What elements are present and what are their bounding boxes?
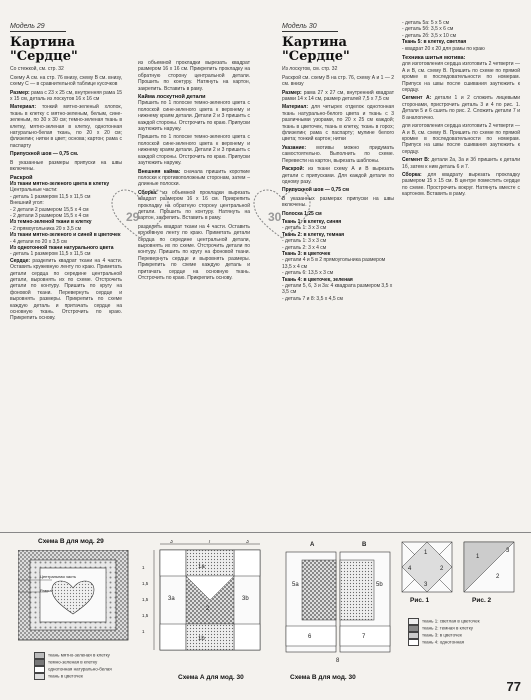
model30-diag-text: Полоска 1,25 см xyxy=(282,210,322,217)
a30-label-3b: 3b xyxy=(242,596,249,602)
model29-fabric3: Из ткани мятно-зеленого и синей в цветочек xyxy=(10,232,121,239)
model29-outer-heading: Внешняя кайма: xyxy=(138,168,181,175)
model30-technique-heading: Техника шитья мотива: xyxy=(402,55,466,62)
model29-title: Картина "Сердце" xyxy=(10,35,78,65)
model29-border-heading: Кайма лоскутной детали xyxy=(138,94,206,101)
dim-left-0: 1 xyxy=(142,565,145,570)
fig2-caption: Рис. 2 xyxy=(472,597,492,604)
legend-30-swatch-0 xyxy=(408,618,419,625)
model29-assembly-label: Сердце: xyxy=(10,257,31,264)
model29-size-text: рама с 23 х 25 см, внутренняя рама 15 х 15 см, деталь из лоскутов 16 х 16 см xyxy=(10,89,123,103)
model30-t2-item-0: - деталь 1: 3 х 3 см xyxy=(282,238,327,245)
schema-a30-caption: Схема А для мод. 30 xyxy=(178,674,244,681)
fig1-caption: Рис. 1 xyxy=(410,597,430,604)
dim-left-1: 1,5 xyxy=(142,581,149,586)
schema-b30-caption: Схема В для мод. 30 xyxy=(290,674,356,681)
model29-seam-note: В указанные размеры припуски на швы включены. xyxy=(10,159,122,173)
model30-label: Модель 30 xyxy=(282,24,338,32)
model29-col2-lead: из объемной прокладки вырезать квадрат размером 16 х 16 см. Прикрепить прокладку на обратную сторону центральной детали. Прошить по контуру. Натянуть на картон, закрепить. Вставить в раму. xyxy=(138,60,250,92)
model29-assembly-heading: Сборка: xyxy=(138,189,158,196)
model30-segB-text: детали 2а, 3а и 3б пришить к детали 1б, затем к ним деталь 6 и 7. xyxy=(402,157,521,170)
fig2-label-1: 1 xyxy=(476,554,480,560)
model29-column1 xyxy=(10,24,122,324)
model30-c2-item-2: - деталь 2б: 3,5 х 10 см xyxy=(402,32,457,39)
fig1-label-2: 2 xyxy=(440,566,444,572)
model30-title: Картина "Сердце" xyxy=(282,35,350,65)
model30-technique-text: для изготовления сердца изготовить 2 четверти — A и B, см. схему В. Пришить по схеме по прямой кромке в последовательности по номерам. Припуск на швы после сшивания заутюжить к сердцу. xyxy=(402,61,520,94)
model29-border-text: Пришить по 1 полоске темно-зеленого цвета с полоской сине-зеленого цвета к верхнему и нижнему краям детали. Детали 2 и 3 пришить с каждой стороны. Отстрочить по краю. Припуски заутюжить наружу. xyxy=(138,100,250,133)
model30-materials-label: Материал: xyxy=(282,104,308,111)
b30-label-6: 6 xyxy=(308,634,312,640)
legend-29-swatch-2 xyxy=(34,666,45,673)
dim-left-3: 1,5 xyxy=(142,613,149,618)
b30-label-7: 7 xyxy=(362,634,366,640)
model29-assembly-text: разделить квадрат ткани на 4 части. Оставить кружевную ленту по краю. Приметать детали сердца по середине центральной детали, выровнять их по схеме. Отстрочить детали по контуру. Пришить по кругу на фоновой ткани. Перевернуть сердце и выровнять размеры. Прикрепить по схеме каждую деталь и притачать сердце на основную ткань. Отстрочить по краю. Прикрепить основу. xyxy=(10,257,122,322)
model29-fabric1-item-4: - 2 детали 3 размером 15,5 х 4 см xyxy=(10,212,89,219)
model29-cutting-label: Раскрой xyxy=(10,174,33,181)
legend-29-item-2 xyxy=(34,666,112,673)
legend-30-item-3 xyxy=(408,639,480,646)
dim-left-2: 1,5 xyxy=(142,597,149,602)
legend-30-text-0: ткань 1: светлая в цветочек xyxy=(422,618,480,624)
legend-30-text-1: ткань 2: темная в клетку xyxy=(422,625,473,631)
legend-29-swatch-3 xyxy=(34,673,45,680)
model30-t3: Ткань 3: в цветочек xyxy=(282,250,331,257)
legend-30-item-1 xyxy=(408,625,480,632)
model29-fabric4: Из однотонной ткани натурального цвета xyxy=(10,244,114,251)
legend-29-text-2: однотонная натурально-белая xyxy=(48,666,112,672)
model30-assembly-heading: Сборка: xyxy=(402,171,422,178)
model30-cutting-label: Раскрой: xyxy=(282,166,305,173)
fig1-label-1: 1 xyxy=(424,550,428,556)
fig1-diagram xyxy=(400,540,454,594)
legend-29-item-1 xyxy=(34,659,112,666)
b30-label-B: B xyxy=(362,542,367,548)
model29-outer-text: сначала пришить короткие полоски к противоположным сторонам, затем – длинные полоски. xyxy=(138,168,251,188)
model30-intro2: Раскрой см. схему В на стр. 76, схему А и 1 — 2 см. внизу xyxy=(282,74,394,88)
model30-intro: Из лоскутов, см. стр. 32 xyxy=(282,66,338,73)
legend-29-text-1: темно-зеленая в клетку xyxy=(48,659,98,665)
model29-assembly3-text: разделить квадрат ткани на 4 части. Оставить кружевную ленту по краю. Приметать детали сердца по середине центральной детали, выровнять их по схеме. Отстрочить детали по контуру. Пришить по кругу на фоновой ткани. Перевернуть сердце и выровнять размеры. Прикрепить по схеме каждую деталь и притачать сердце на основную ткань. Отстрочить по краю. Прикрепить основу. xyxy=(138,223,250,281)
model30-t4-item-1: - деталь 7 и 8: 3,5 х 4,5 см xyxy=(282,295,343,302)
model29-fabric2: Из темно-зеленой ткани в клетку xyxy=(10,219,92,226)
schema-b29-diagram xyxy=(18,550,138,646)
fig2-label-3: 3 xyxy=(506,548,510,554)
model30-c2-item-1: - деталь 5б: 3,5 х 6 см xyxy=(402,26,454,33)
dim-top-1: 7 xyxy=(208,540,211,545)
model29-fabric1-item-1: - деталь 1 размером 11,5 х 11,5 см xyxy=(10,193,91,200)
model30-seam-note: В указанных размерах припуски на швы включены. xyxy=(282,195,394,209)
schema-b29-caption: Схема В для мод. 29 xyxy=(38,538,104,545)
schema-a30-diagram xyxy=(150,540,268,670)
legend-30 xyxy=(408,618,480,646)
model30-column1 xyxy=(282,24,394,302)
model29-fabric1-item-3: - 2 детали 2 размером 15,5 х 4 см xyxy=(10,206,89,213)
legend-30-swatch-3 xyxy=(408,639,419,646)
legend-30-text-3: ткань 4: однотонная xyxy=(422,639,465,645)
legend-29 xyxy=(34,652,112,680)
model30-column2 xyxy=(402,20,520,200)
model30-segA-text2: для изготовления сердца изготовить 2 четверти — A и B, см. схему В. Пришить по схеме по прямой кромке в последовательности по номерам. Припуск на швы после сшивания заутюжить к сердцу. xyxy=(402,123,520,155)
b30-label-5b: 5b xyxy=(376,582,383,588)
diagram-divider xyxy=(0,532,531,533)
model30-segA-heading: Сегмент A: xyxy=(402,95,432,102)
model30-cutting-text: из ткани схему А и В вырезать детали с припусками. Для каждой детали по одному разу. xyxy=(282,166,394,185)
schema-b30-diagram xyxy=(280,540,395,668)
fig1-label-4: 4 xyxy=(408,566,412,572)
model30-segA-text: детали 1 и 2 сложить лицевыми сторонами, пристрочить деталь 3 и 4 по рис. 1. Детали 5 и 6 сшить по рис. 2. Сложить детали 7 и 8 аналогично. xyxy=(402,95,521,121)
model29-assembly2-text: из объемной прокладки вырезать квадрат размером 16 х 16 см. Прикрепить прокладку на обратную сторону центральной детали. Прошить по контуру. Натянуть на картон, закрепить. Вставить в раму. xyxy=(138,189,250,222)
fig2-label-2: 2 xyxy=(496,574,500,580)
model30-t3-item-1: - деталь 6: 13,5 х 3 см xyxy=(282,270,334,277)
dim-top-0: 3 xyxy=(170,540,173,545)
legend-29-text-3: ткань в цветочек xyxy=(48,673,83,679)
model30-t4: Ткань 4: в цветочек, зеленая xyxy=(282,276,353,283)
legend-29-swatch-1 xyxy=(34,659,45,666)
model29-fabric1: Из ткани мятно-зеленого цвета в клетку xyxy=(10,180,110,187)
legend-30-text-2: ткань 3: в цветочек xyxy=(422,632,462,638)
a30-label-1b: 1b xyxy=(198,636,205,642)
model30-size-label: Размер: xyxy=(282,89,302,96)
legend-29-item-3 xyxy=(34,673,112,680)
b30-label-5a: 5a xyxy=(292,582,299,588)
dim-left-4: 1 xyxy=(142,629,145,634)
legend-29-item-0 xyxy=(34,652,112,659)
model29-fabric2-item-0: - 2 прямоугольника 20 х 3,5 см xyxy=(10,225,82,232)
model30-c2-item-3: Ткань 5: в клетку, светлая xyxy=(402,39,467,46)
legend-30-swatch-1 xyxy=(408,625,419,632)
legend-30-item-0 xyxy=(408,618,480,625)
model30-note-label: Указание: xyxy=(282,144,307,151)
a30-label-2: 2 xyxy=(206,606,210,612)
a30-label-1a: 1a xyxy=(198,564,205,570)
model29-intro: Со стежкой, см. стр. 32 xyxy=(10,66,64,73)
model30-t1: Ткань 1: в клетку, синяя xyxy=(282,218,342,225)
model30-size-text: рама 27 х 27 см, внутренний квадрат рамки 14 х 14 см, размер деталей 7,5 х 7,5 см xyxy=(282,89,395,103)
a30-label-3a: 3a xyxy=(168,596,175,602)
model29-materials-label: Материал: xyxy=(10,104,36,111)
model30-materials-text: для четырех отделок однотонная ткань натурально-белого цвета и ткань с 3 различными узорами, по 20 х 25 см каждой; ткань в цветочек, ткань в клетку, ткань в горох; флизелин; рама с паспарту; мулине белого цвета; тонкий картон; нитки xyxy=(282,104,394,143)
fig1-label-3: 3 xyxy=(424,582,428,588)
model30-seam-label: Припускной шов — 0,75 см xyxy=(282,187,349,194)
model30-t4-item-0: - детали 5, 6, 3 и 3а: 4 квадрата размером 3,5 х 3,5 см xyxy=(282,283,393,296)
model29-border-text2: Пришить по 1 полоске темно-зеленого цвета с полоской сине-зеленого цвета к верхнему и нижнему краям детали. Детали 2 и 3 пришить с каждой стороны. Отстрочить по краю. Припуски заутюжить наружу. xyxy=(138,134,250,167)
model30-c2-item-0: - деталь 5а: 5 х 5 см xyxy=(402,20,450,26)
schema-b29-label-frame: Рамка xyxy=(40,588,52,593)
legend-30-item-2 xyxy=(408,632,480,639)
schema-b29-label-center: Центральная часть xyxy=(40,574,77,579)
model29-column2 xyxy=(138,60,250,283)
b30-label-A: A xyxy=(310,542,315,548)
model30-t3-item-0: - детали 4 и 5 в 2 прямоугольника размером 13,5 х 4 см xyxy=(282,257,386,270)
model29-seam-label: Припускной шов — 0,75 см. xyxy=(10,151,79,158)
page-number: 77 xyxy=(506,679,521,694)
model29-fabric4-item-0: - деталь 1 размером 11,5 х 11,5 см xyxy=(10,251,91,258)
fig2-diagram xyxy=(462,540,516,594)
legend-29-swatch-0 xyxy=(34,652,45,659)
model30-t2-item-1: - деталь 2: 3 х 4 см xyxy=(282,244,327,251)
model29-size-label: Размер: xyxy=(10,89,30,96)
legend-30-swatch-2 xyxy=(408,632,419,639)
b30-label-8: 8 xyxy=(336,658,340,664)
heart-number-29: 29 xyxy=(126,210,140,224)
schema-a30-left-dims xyxy=(142,560,150,640)
model29-materials-text: тонкий мятно-зеленый хлопок, ткань в клетку с мятно-зеленым, белым, сине-зеленым, по 30 х 30 см; темно-зеленая ткань в клетку, мятно-зеленая в клетку, однотонная натурально-белая ткань, по 20 х 20 см; флизелин; нитки в цвет; основа; картон; рама с паспарту xyxy=(10,104,122,149)
dim-top-2: 3 xyxy=(246,540,249,545)
model29-intro2: Схему А см. на стр. 76 внизу, схему В см. внизу, схему С — в сравнительной таблице кусочков xyxy=(10,74,122,88)
model30-t2: Ткань 2: в клетку, темная xyxy=(282,231,345,238)
model30-segB-heading: Сегмент B: xyxy=(402,157,430,164)
model30-note-text: мотивы можно придумать самостоятельно. Выполнить по схеме. Перевести на картон, вырезать шаблоны. xyxy=(282,144,394,164)
model29-fabric3-item-0: - 4 детали по 20 х 3,5 см xyxy=(10,238,67,245)
heart-29-icon xyxy=(110,188,170,240)
model29-fabric1-item-2: Внешний угол: xyxy=(10,200,44,207)
model30-t1-item-0: - деталь 1: 3 х 3 см xyxy=(282,225,327,232)
heart-number-30: 30 xyxy=(268,210,282,224)
model30-c2-item-4: - квадрат 20 х 20 для рамы по краю xyxy=(402,45,485,52)
legend-29-text-0: ткань мятно-зеленая в клетку xyxy=(48,652,110,658)
model30-assembly-text: для квадрату вырезать прокладку размером 15 х 15 см. В центре поместить сердце по схеме. Прострочить вокруг. Натянуть вместе с картоном. Вставить в раму. xyxy=(402,171,520,198)
model29-fabric1-item-0: Центральные части: xyxy=(10,187,58,194)
model29-label: Модель 29 xyxy=(10,24,66,32)
